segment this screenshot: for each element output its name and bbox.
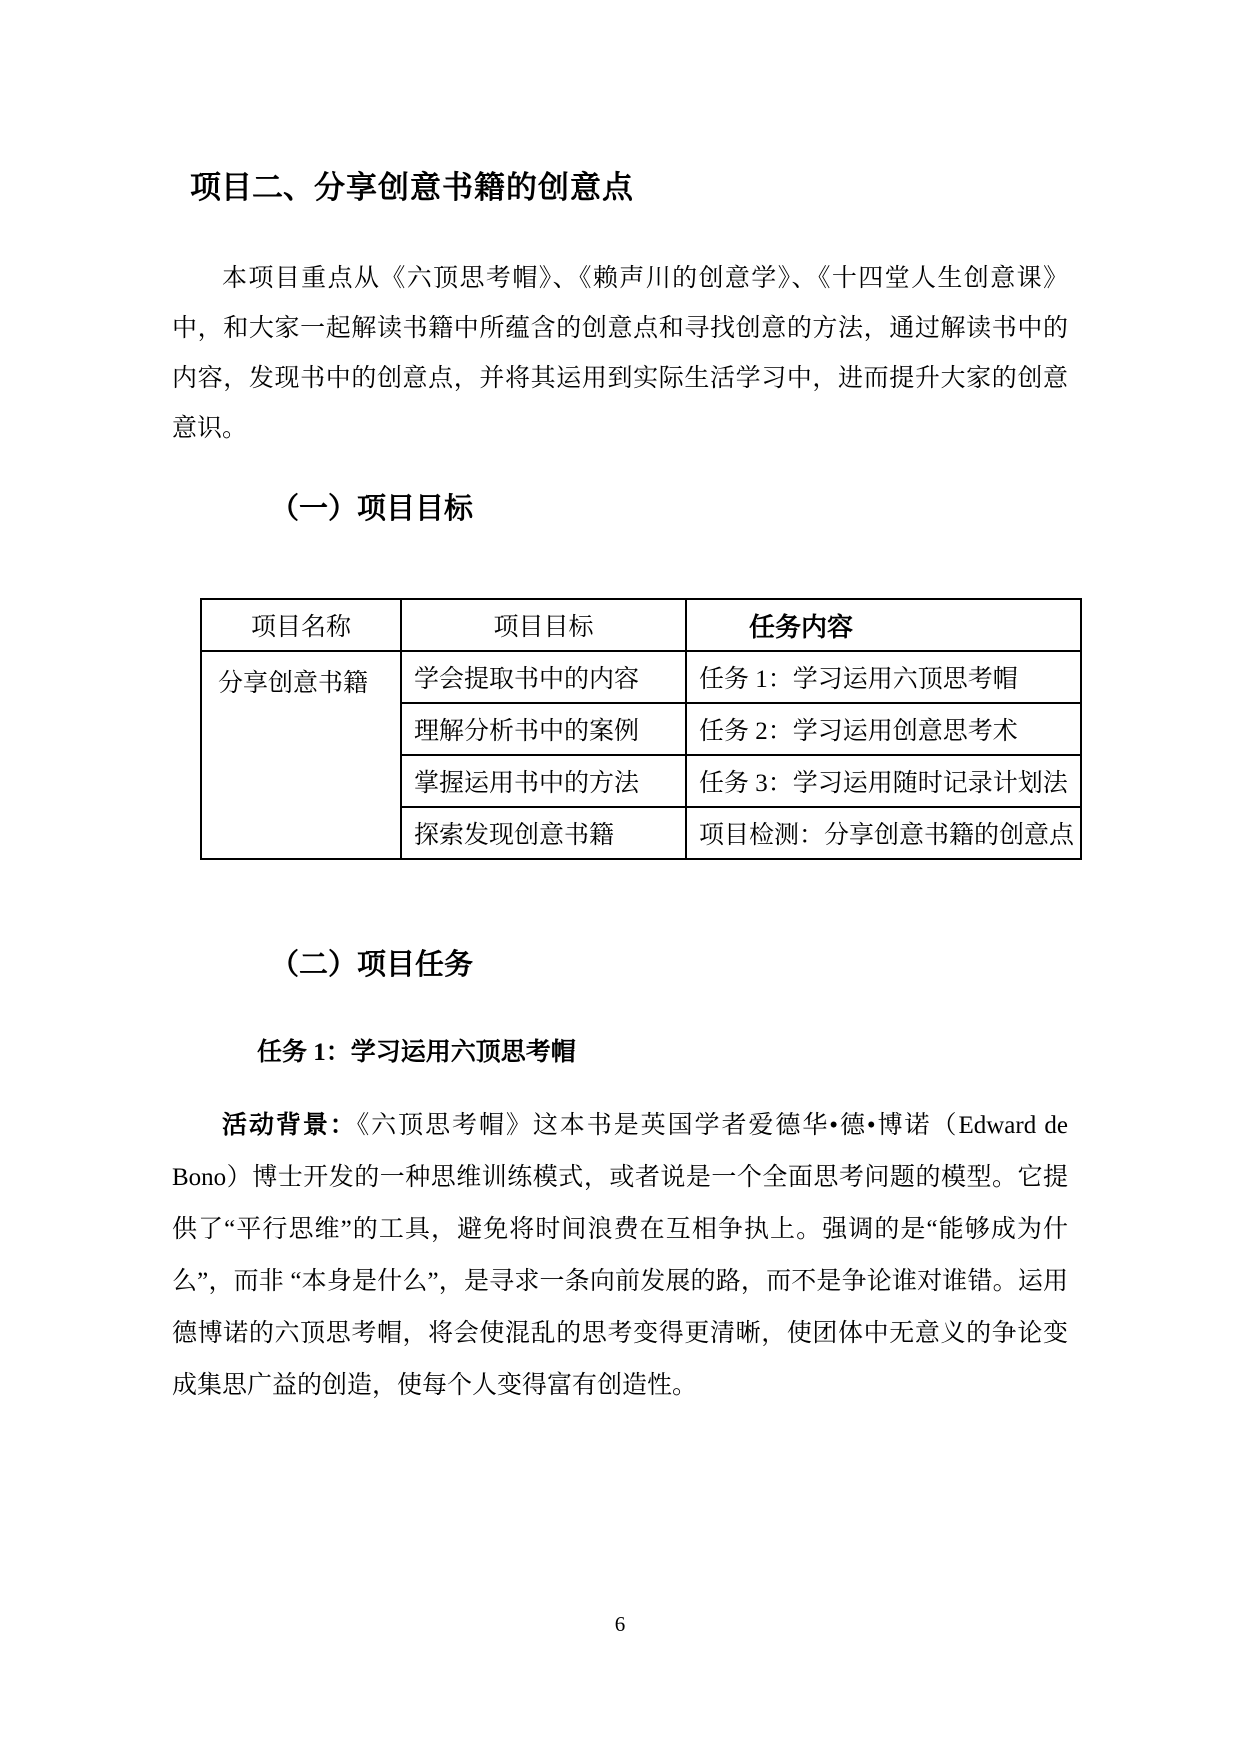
background-text: 《六顶思考帽》这本书是英国学者爱德华•德•博诺（Edward de Bono）博士开发的一种思维训练模式，或者说是一个全面思考问题的模型。它提供了“平行思维”的工具，避免将时间浪费在互相争执上。强调的是“能够成为什么”，而非 “本身是什么”，是寻求一条向前发展的路，而不是争论谁对谁错。运用德博诺的六顶思考帽，将会使混乱的思考变得更清晰，使团体中无意义的争论变成集思广益的创造，使每个人变得富有创造性。 xyxy=(172,1112,1068,1399)
table-row xyxy=(201,651,1081,703)
page-title-main: 分享创意书籍的创意点 xyxy=(314,170,634,205)
section-heading-project-goals: （一）项目目标 xyxy=(270,493,474,525)
task-cell: 任务 3：学习运用随时记录计划法 xyxy=(686,755,1081,807)
background-label: 活动背景： xyxy=(222,1112,357,1139)
project-name-cell: 分享创意书籍 xyxy=(201,651,401,859)
task-one-heading: 任务 1：学习运用六顶思考帽 xyxy=(257,1039,576,1066)
column-header-task-content: 任务内容 xyxy=(686,599,1081,651)
goal-cell: 学会提取书中的内容 xyxy=(401,651,686,703)
column-header-project-goal: 项目目标 xyxy=(401,599,686,651)
column-header-project-name: 项目名称 xyxy=(201,599,401,651)
page-title-prefix: 项目二、 xyxy=(190,170,314,205)
task-one-background-paragraph xyxy=(172,1100,1068,1412)
task-cell: 任务 2：学习运用创意思考术 xyxy=(686,703,1081,755)
intro-paragraph: 本项目重点从《六顶思考帽》、《赖声川的创意学》、《十四堂人生创意课》中，和大家一起解读书籍中所蕴含的创意点和寻找创意的方法，通过解读书中的内容，发现书中的创意点，并将其运用到实际生活学习中，进而提升大家的创意意识。 xyxy=(172,265,1068,442)
goal-cell: 探索发现创意书籍 xyxy=(401,807,686,859)
project-goals-table xyxy=(200,598,1082,860)
task-cell: 项目检测：分享创意书籍的创意点 xyxy=(686,807,1081,859)
page-number: 6 xyxy=(614,1612,626,1636)
table-header-row xyxy=(201,599,1081,651)
goal-cell: 理解分析书中的案例 xyxy=(401,703,686,755)
page-title xyxy=(172,168,1068,208)
section-heading-project-tasks: （二）项目任务 xyxy=(270,949,474,981)
task-cell: 任务 1：学习运用六顶思考帽 xyxy=(686,651,1081,703)
goal-cell: 掌握运用书中的方法 xyxy=(401,755,686,807)
